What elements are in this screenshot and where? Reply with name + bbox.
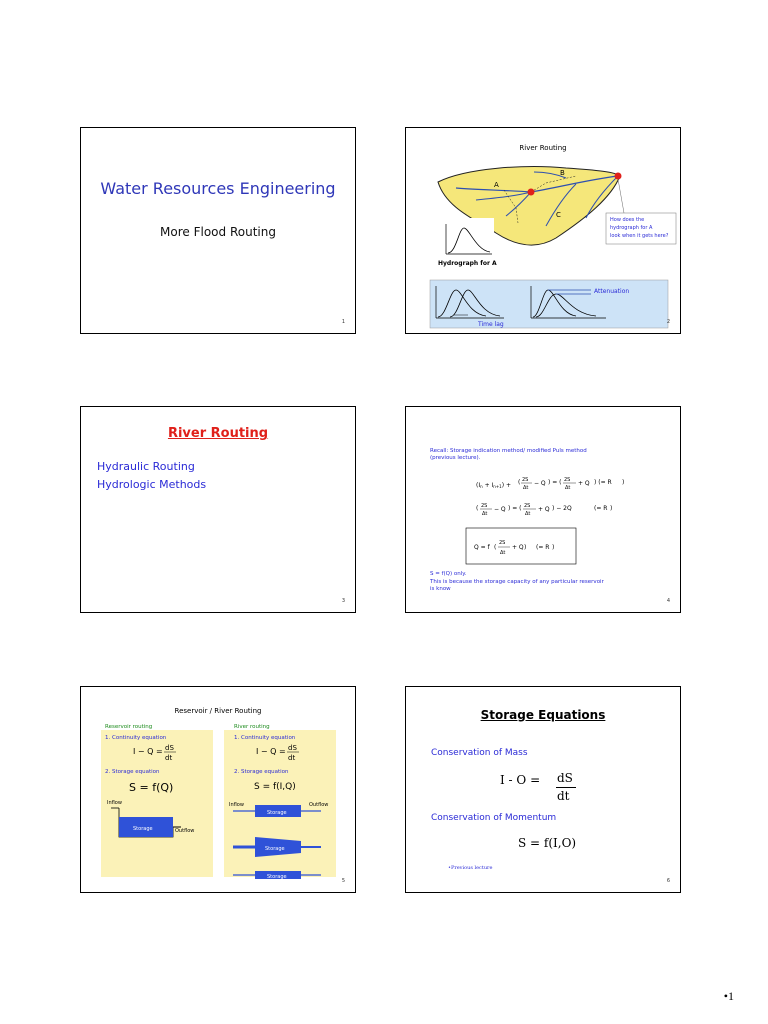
storage-function-equation: S = f(I,O) [518,836,577,850]
svg-text:(: ( [518,479,521,486]
svg-text:hydrograph for A: hydrograph for A [610,225,653,231]
slide-number: 6 [666,878,670,884]
storage-equation-label: 2. Storage equation [234,769,289,775]
mass-equation-lhs: I - O = [500,773,541,787]
svg-text:Δt: Δt [500,550,506,556]
slide-number: 1 [341,319,345,325]
slide-4 [405,406,681,613]
page-number: •1 [723,989,734,1003]
hydrograph-label: Hydrograph for A [438,260,497,267]
svg-text:2S: 2S [524,503,531,509]
item-hydrologic-methods: Hydrologic Methods [97,478,207,491]
svg-text:I − Q =: I − Q = [133,747,163,756]
svg-text:+ Q: + Q [578,480,590,487]
svg-text:2S: 2S [564,477,571,483]
svg-text:(: ( [494,544,497,551]
slide-5 [80,686,356,893]
svg-text:+ Q: + Q [512,544,524,551]
svg-text:(In + In+1) +: (In + In+1) + [476,482,512,489]
svg-text:): ) [622,479,625,486]
slide-number: 5 [341,878,345,884]
reservoir-routing-heading: Reservoir routing [105,724,153,730]
attenuation-label: Attenuation [594,288,630,295]
svg-text:dt: dt [165,754,173,762]
svg-text:+ Q: + Q [538,506,550,513]
item-hydraulic-routing: Hydraulic Routing [97,460,195,473]
recall-line-1: Recall: Storage indication method/ modified Puls method [430,448,587,454]
storage-equation-label: 2. Storage equation [105,769,160,775]
slide-title: Water Resources Engineering [100,179,336,198]
conservation-of-momentum: Conservation of Momentum [431,813,557,823]
svg-text:dt: dt [288,754,296,762]
slide-title: Storage Equations [480,708,606,722]
svg-text:(= R: (= R [594,505,608,512]
svg-text:) − 2Q: ) − 2Q [552,505,572,512]
note-line-1: S = f(Q) only. [430,571,467,577]
svg-text:Inflow: Inflow [107,800,122,806]
slide-1 [80,127,356,334]
svg-text:2S: 2S [499,540,506,546]
svg-text:Storage: Storage [267,874,287,880]
svg-text:Inflow: Inflow [229,802,244,808]
previous-lecture-note: •Previous lecture [448,865,493,871]
svg-text:How does the: How does the [610,217,645,223]
river-basin-diagram [406,128,681,334]
conservation-of-mass: Conservation of Mass [431,748,528,758]
routing-diagrams [81,687,356,893]
note-line-2: This is because the storage capacity of any particular reservoir [430,579,604,585]
point-a-marker [528,189,535,196]
svg-text:dS: dS [165,744,174,752]
slide-6 [405,686,681,893]
time-lag-label: Time lag [478,321,504,328]
svg-text:Δt: Δt [565,485,571,491]
svg-text:Outflow: Outflow [175,828,195,834]
svg-text:): ) [610,505,613,512]
svg-text:) = (: ) = ( [508,505,522,512]
point-b-marker [615,173,622,180]
svg-text:look when it gets here?: look when it gets here? [610,233,669,239]
svg-text:Δt: Δt [482,511,488,517]
svg-text:− Q: − Q [494,506,506,513]
slide-title: River Routing [167,426,269,441]
svg-text:): ) [524,544,527,551]
storage-function-river: S = f(I,Q) [254,782,296,792]
note-line-3: is know [430,586,451,592]
slide-2 [405,127,681,334]
svg-text:Outflow: Outflow [309,802,329,808]
svg-text:): ) [552,544,555,551]
slide-title: Reservoir / River Routing [174,707,262,715]
svg-text:− Q: − Q [534,480,546,487]
svg-text:(: ( [476,505,479,512]
fraction-bar [556,787,576,788]
svg-text:I − Q =: I − Q = [256,747,286,756]
slide-number: 3 [341,598,345,604]
svg-text:Storage: Storage [265,846,285,852]
slide-subtitle: More Flood Routing [160,225,276,239]
svg-text:2S: 2S [481,503,488,509]
svg-text:Δt: Δt [525,511,531,517]
mass-equation-numerator: dS [557,771,573,785]
continuity-equation-label: 1. Continuity equation [234,735,296,741]
svg-text:2S: 2S [522,477,529,483]
recall-line-2: (previous lecture). [430,455,481,461]
storage-function-reservoir: S = f(Q) [129,781,174,794]
slide-3 [80,406,356,613]
svg-text:(= R: (= R [536,544,550,551]
river-routing-heading: River routing [234,724,270,730]
slide-number: 2 [666,319,670,325]
svg-text:) (= R: ) (= R [594,479,612,486]
svg-text:Δt: Δt [523,485,529,491]
svg-text:Storage: Storage [133,826,153,832]
continuity-equation-label: 1. Continuity equation [105,735,167,741]
label-a: A [494,181,499,189]
label-c: C [556,211,561,219]
label-b: B [560,169,565,177]
svg-text:dS: dS [288,744,297,752]
slide-title: River Routing [519,144,567,152]
svg-text:Q = f: Q = f [474,544,490,551]
mass-equation-denominator: dt [557,789,570,803]
svg-text:) = (: ) = ( [548,479,562,486]
svg-text:Storage: Storage [267,810,287,816]
slide-number: 4 [666,598,670,604]
